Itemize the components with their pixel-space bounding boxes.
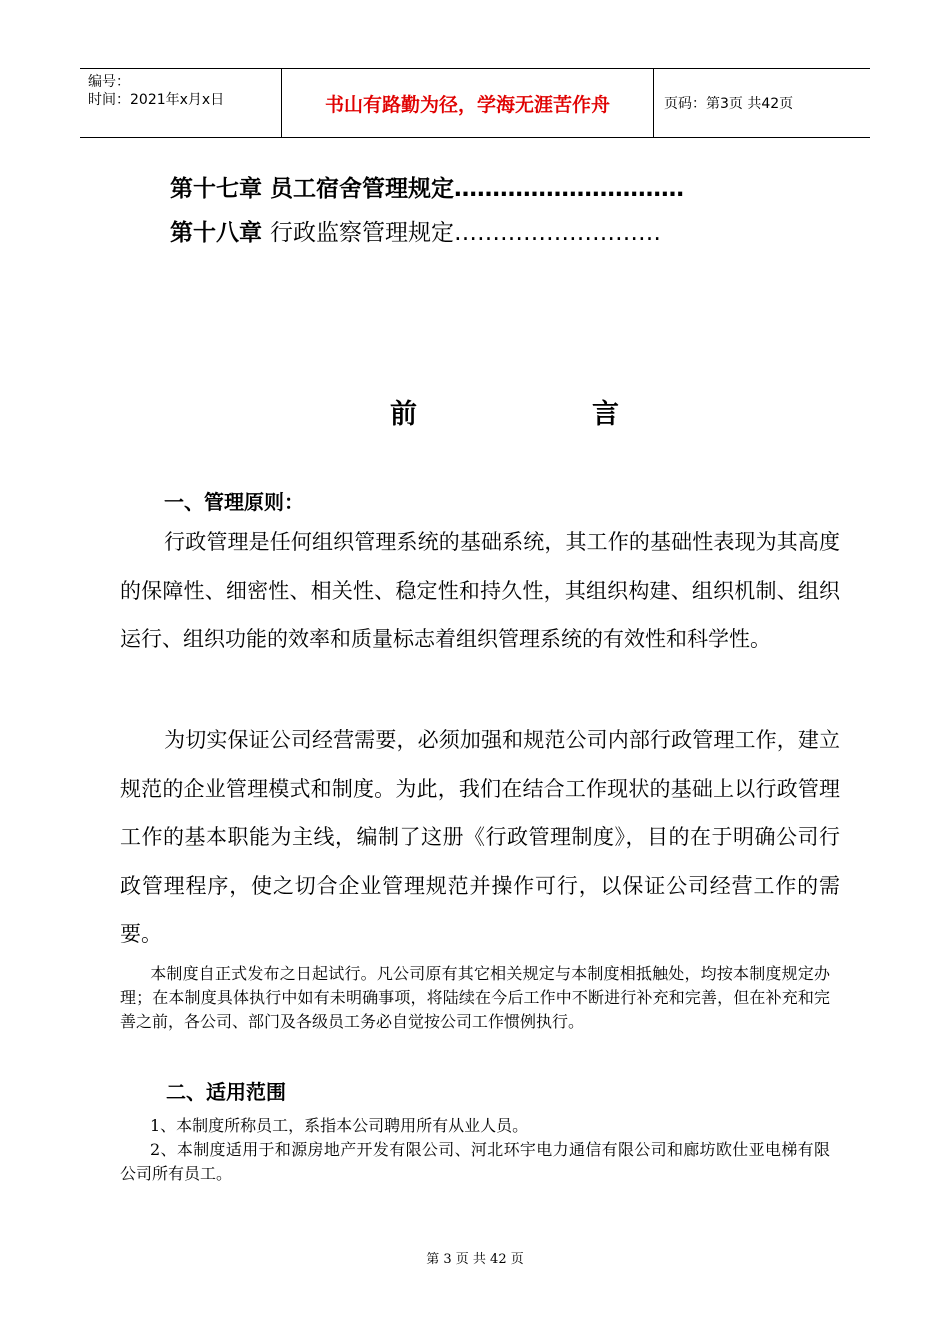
scope-item-text: 1、本制度所称员工，系指本公司聘用所有从业人员。 [150, 1116, 529, 1135]
scope-item-1 [120, 1114, 830, 1138]
title-char-1: 前 [390, 399, 417, 430]
scope-item-2 [120, 1138, 830, 1186]
header-page-label: 页码：第3页 共42页 [664, 96, 794, 112]
title-char-2: 言 [592, 399, 619, 430]
page-title [0, 392, 950, 432]
document-date-label: 时间：2021年x月x日 [88, 92, 225, 108]
paragraph-principles-3 [120, 962, 830, 1034]
header-motto: 书山有路勤为径，学海无涯苦作舟 [282, 69, 654, 137]
page-footer: 第 3 页 共 42 页 [426, 1252, 524, 1267]
document-number-label: 编号： [88, 74, 130, 90]
section-heading-principles: 一、管理原则： [164, 490, 304, 514]
header-meta [80, 69, 282, 137]
toc-leader-dots: ……………………… [454, 220, 662, 246]
paragraph-principles-2 [120, 716, 840, 959]
paragraph-principles-1 [120, 518, 840, 664]
toc-entry-title: 第十七章 员工宿舍管理规定 [170, 176, 455, 202]
toc-entry-number: 第十八章 [170, 220, 271, 246]
page-header [80, 68, 870, 138]
toc-entry-title: 行政监察管理规定 [270, 220, 455, 246]
scope-item-text: 2、本制度适用于和源房地产开发有限公司、河北环宇电力通信有限公司和廊坊欧仕亚电梯有限公司所有员工。 [120, 1140, 830, 1183]
paragraph-text: 本制度自正式发布之日起试行。凡公司原有其它相关规定与本制度相抵触处，均按本制度规定办理；在本制度具体执行中如有未明确事项，将陆续在今后工作中不断进行补充和完善，但在补充和完善之前，各公司、部门及各级员工务必自觉按公司工作惯例执行。 [120, 964, 830, 1031]
section-heading-scope: 二、适用范围 [166, 1080, 286, 1104]
paragraph-text: 为切实保证公司经营需要，必须加强和规范公司内部行政管理工作，建立规范的企业管理模式和制度。为此，我们在结合工作现状的基础上以行政管理工作的基本职能为主线，编制了这册《行政管理制度》，目的在于明确公司行政管理程序，使之切合企业管理规范并操作可行，以保证公司经营工作的需要。 [120, 728, 840, 946]
toc-entry-chapter-17 [170, 170, 684, 203]
paragraph-text: 行政管理是任何组织管理系统的基础系统，其工作的基础性表现为其高度的保障性、细密性、相关性、稳定性和持久性，其组织构建、组织机制、组织运行、组织功能的效率和质量标志着组织管理系统的有效性和科学性。 [120, 530, 840, 651]
toc-leader-dots: ………………………… [454, 176, 685, 202]
toc-entry-chapter-18 [170, 214, 661, 247]
